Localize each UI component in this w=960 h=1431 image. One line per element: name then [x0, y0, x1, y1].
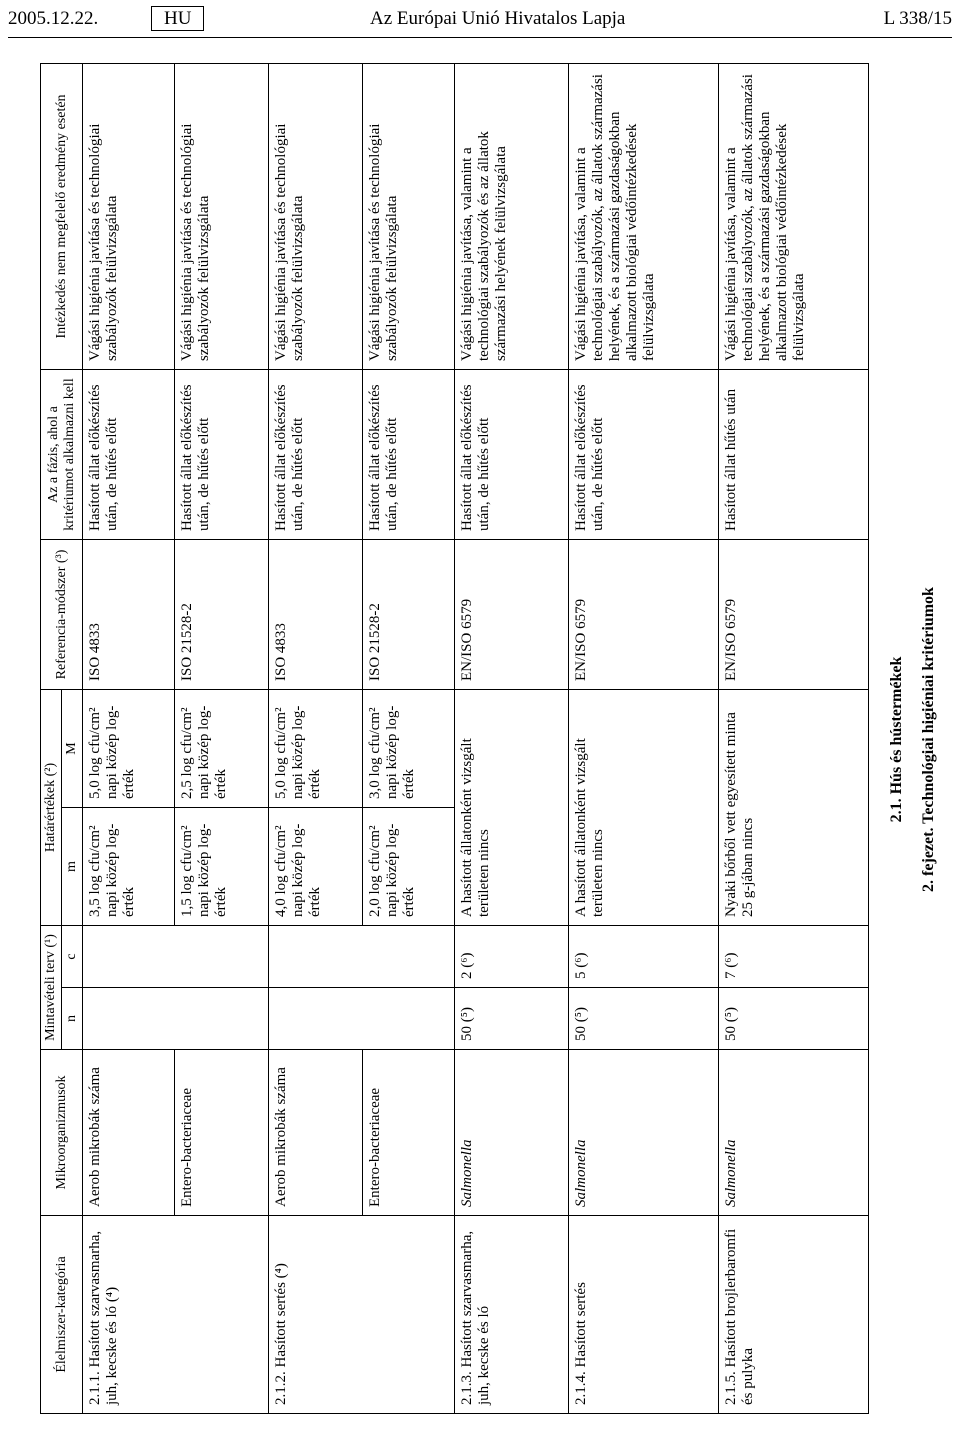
table-row [363, 63, 455, 1413]
cell-method: ISO 4833 [83, 539, 175, 689]
cell-method: EN/ISO 6579 [455, 539, 569, 689]
cell-m: Nyaki bőrből vett egyesített minta 25 g-jában nincs [719, 689, 869, 925]
cell-c [269, 925, 363, 987]
cell-microorganism [569, 1050, 719, 1216]
cell-microorganism: Aerob mikrobák száma [83, 1050, 175, 1216]
cell-category: 2.1.5. Hasított brojlerbaromfi és pulyka [719, 1216, 869, 1414]
table-row [719, 63, 869, 1413]
cell-microorganism [455, 1050, 569, 1216]
cell-m: 4,0 log cfu/cm² napi közép log-érték [269, 807, 363, 925]
cell-method: EN/ISO 6579 [569, 539, 719, 689]
cell-category: 2.1.1. Hasított szarvasmarha, juh, kecske és ló (⁴) [83, 1216, 175, 1414]
cell-m: 1,5 log cfu/cm² napi közép log-érték [175, 807, 269, 925]
cell-m: 3,5 log cfu/cm² napi közép log-érték [83, 807, 175, 925]
header-stage: Az a fázis, ahol a kritériumot alkalmazni kell [41, 369, 83, 539]
table-row [569, 63, 719, 1413]
cell-category [363, 1216, 455, 1414]
cell-category: 2.1.2. Hasított sertés (⁴) [269, 1216, 363, 1414]
cell-microorganism [719, 1050, 869, 1216]
cell-m: A hasított állatonként vizsgált területen nincs [455, 689, 569, 925]
cell-stage: Hasított állat előkészítés után, de hűtés előtt [269, 369, 363, 539]
header-microorganisms: Mikroorganizmusok [41, 1050, 83, 1216]
cell-method: ISO 21528-2 [363, 539, 455, 689]
cell-microorganism: Aerob mikrobák száma [269, 1050, 363, 1216]
cell-m: A hasított állatonként vizsgált területen nincs [569, 689, 719, 925]
header-rule [8, 37, 952, 38]
cell-method: ISO 21528-2 [175, 539, 269, 689]
cell-M: 5,0 log cfu/cm² napi közép log-érték [269, 689, 363, 807]
cell-m: 2,0 log cfu/cm² napi közép log-érték [363, 807, 455, 925]
chapter-title: 2. fejezet. Technológiai higiéniai kritériumok [920, 587, 937, 892]
page-number: L 338/15 [883, 8, 952, 29]
cell-stage: Hasított állat előkészítés után, de hűtés előtt [455, 369, 569, 539]
cell-n: 50 (⁵) [569, 988, 719, 1050]
section-title: 2.1. Hús és hústermékek [888, 656, 905, 823]
journal-title: Az Európai Unió Hivatalos Lapja [370, 8, 626, 29]
rotated-page [0, 57, 960, 1422]
cell-c: 2 (⁶) [455, 925, 569, 987]
cell-action: Vágási higiénia javítása, valamint a technológiai szabályozók és az állatok származási helyének felülvizsgálata [455, 63, 569, 369]
header-food-category: Élelmiszer-kategória [41, 1216, 83, 1414]
salmonella-name: Salmonella [459, 1139, 475, 1207]
cell-stage: Hasított állat előkészítés után, de hűtés előtt [569, 369, 719, 539]
header-M: M [62, 689, 83, 807]
header-action: Intézkedés nem megfelelő eredmény esetén [41, 63, 83, 369]
cell-n: 50 (⁵) [719, 988, 869, 1050]
cell-c [175, 925, 269, 987]
cell-c [363, 925, 455, 987]
cell-stage: Hasított állat előkészítés után, de hűtés előtt [175, 369, 269, 539]
cell-c [83, 925, 175, 987]
criteria-table [40, 63, 869, 1414]
cell-n [363, 988, 455, 1050]
cell-n [83, 988, 175, 1050]
table-row [269, 63, 363, 1413]
cell-action: Vágási higiénia javítása, valamint a technológiai szabályozók, az állatok származási helyének, és a származási gazdaságokban alkalmazott biológiai védőintézkedések felülvizsgálata [569, 63, 719, 369]
table-row [455, 63, 569, 1413]
cell-action: Vágási higiénia javítása, valamint a technológiai szabályozók, az állatok származási helyének, és a származási gazdaságokban alkalmazott biológiai védőintézkedések felülvizsgálata [719, 63, 869, 369]
cell-n [175, 988, 269, 1050]
cell-stage: Hasított állat előkészítés után, de hűtés előtt [83, 369, 175, 539]
salmonella-name: Salmonella [723, 1139, 739, 1207]
cell-action: Vágási higiénia javítása és technológiai szabályozók felülvizsgálata [175, 63, 269, 369]
cell-M: 2,5 log cfu/cm² napi közép log-érték [175, 689, 269, 807]
header-n: n [62, 988, 83, 1050]
cell-microorganism: Entero-bacteriaceae [363, 1050, 455, 1216]
table-row [83, 63, 175, 1413]
cell-c: 7 (⁶) [719, 925, 869, 987]
table-row [175, 63, 269, 1413]
cell-stage: Hasított állat előkészítés után, de hűtés előtt [363, 369, 455, 539]
cell-microorganism: Entero-bacteriaceae [175, 1050, 269, 1216]
cell-M: 3,0 log cfu/cm² napi közép log-érték [363, 689, 455, 807]
cell-method: EN/ISO 6579 [719, 539, 869, 689]
header-c: c [62, 925, 83, 987]
header-limits: Határértékek (²) [41, 689, 62, 925]
header-method: Referencia-módszer (³) [41, 539, 83, 689]
cell-category: 2.1.3. Hasított szarvasmarha, juh, kecske és ló [455, 1216, 569, 1414]
cell-n: 50 (⁵) [455, 988, 569, 1050]
cell-M: 5,0 log cfu/cm² napi közép log-érték [83, 689, 175, 807]
cell-action: Vágási higiénia javítása és technológiai szabályozók felülvizsgálata [83, 63, 175, 369]
cell-category [175, 1216, 269, 1414]
page-header [8, 8, 952, 32]
language-badge: HU [151, 6, 204, 31]
cell-n [269, 988, 363, 1050]
cell-action: Vágási higiénia javítása és technológiai szabályozók felülvizsgálata [363, 63, 455, 369]
header-sampling-plan: Mintavételi terv (¹) [41, 925, 62, 1049]
cell-category: 2.1.4. Hasított sertés [569, 1216, 719, 1414]
publication-date: 2005.12.22. [8, 8, 99, 29]
salmonella-name: Salmonella [573, 1139, 589, 1207]
cell-action: Vágási higiénia javítása és technológiai szabályozók felülvizsgálata [269, 63, 363, 369]
cell-stage: Hasított állat hűtés után [719, 369, 869, 539]
cell-c: 5 (⁶) [569, 925, 719, 987]
header-m: m [62, 807, 83, 925]
cell-method: ISO 4833 [269, 539, 363, 689]
